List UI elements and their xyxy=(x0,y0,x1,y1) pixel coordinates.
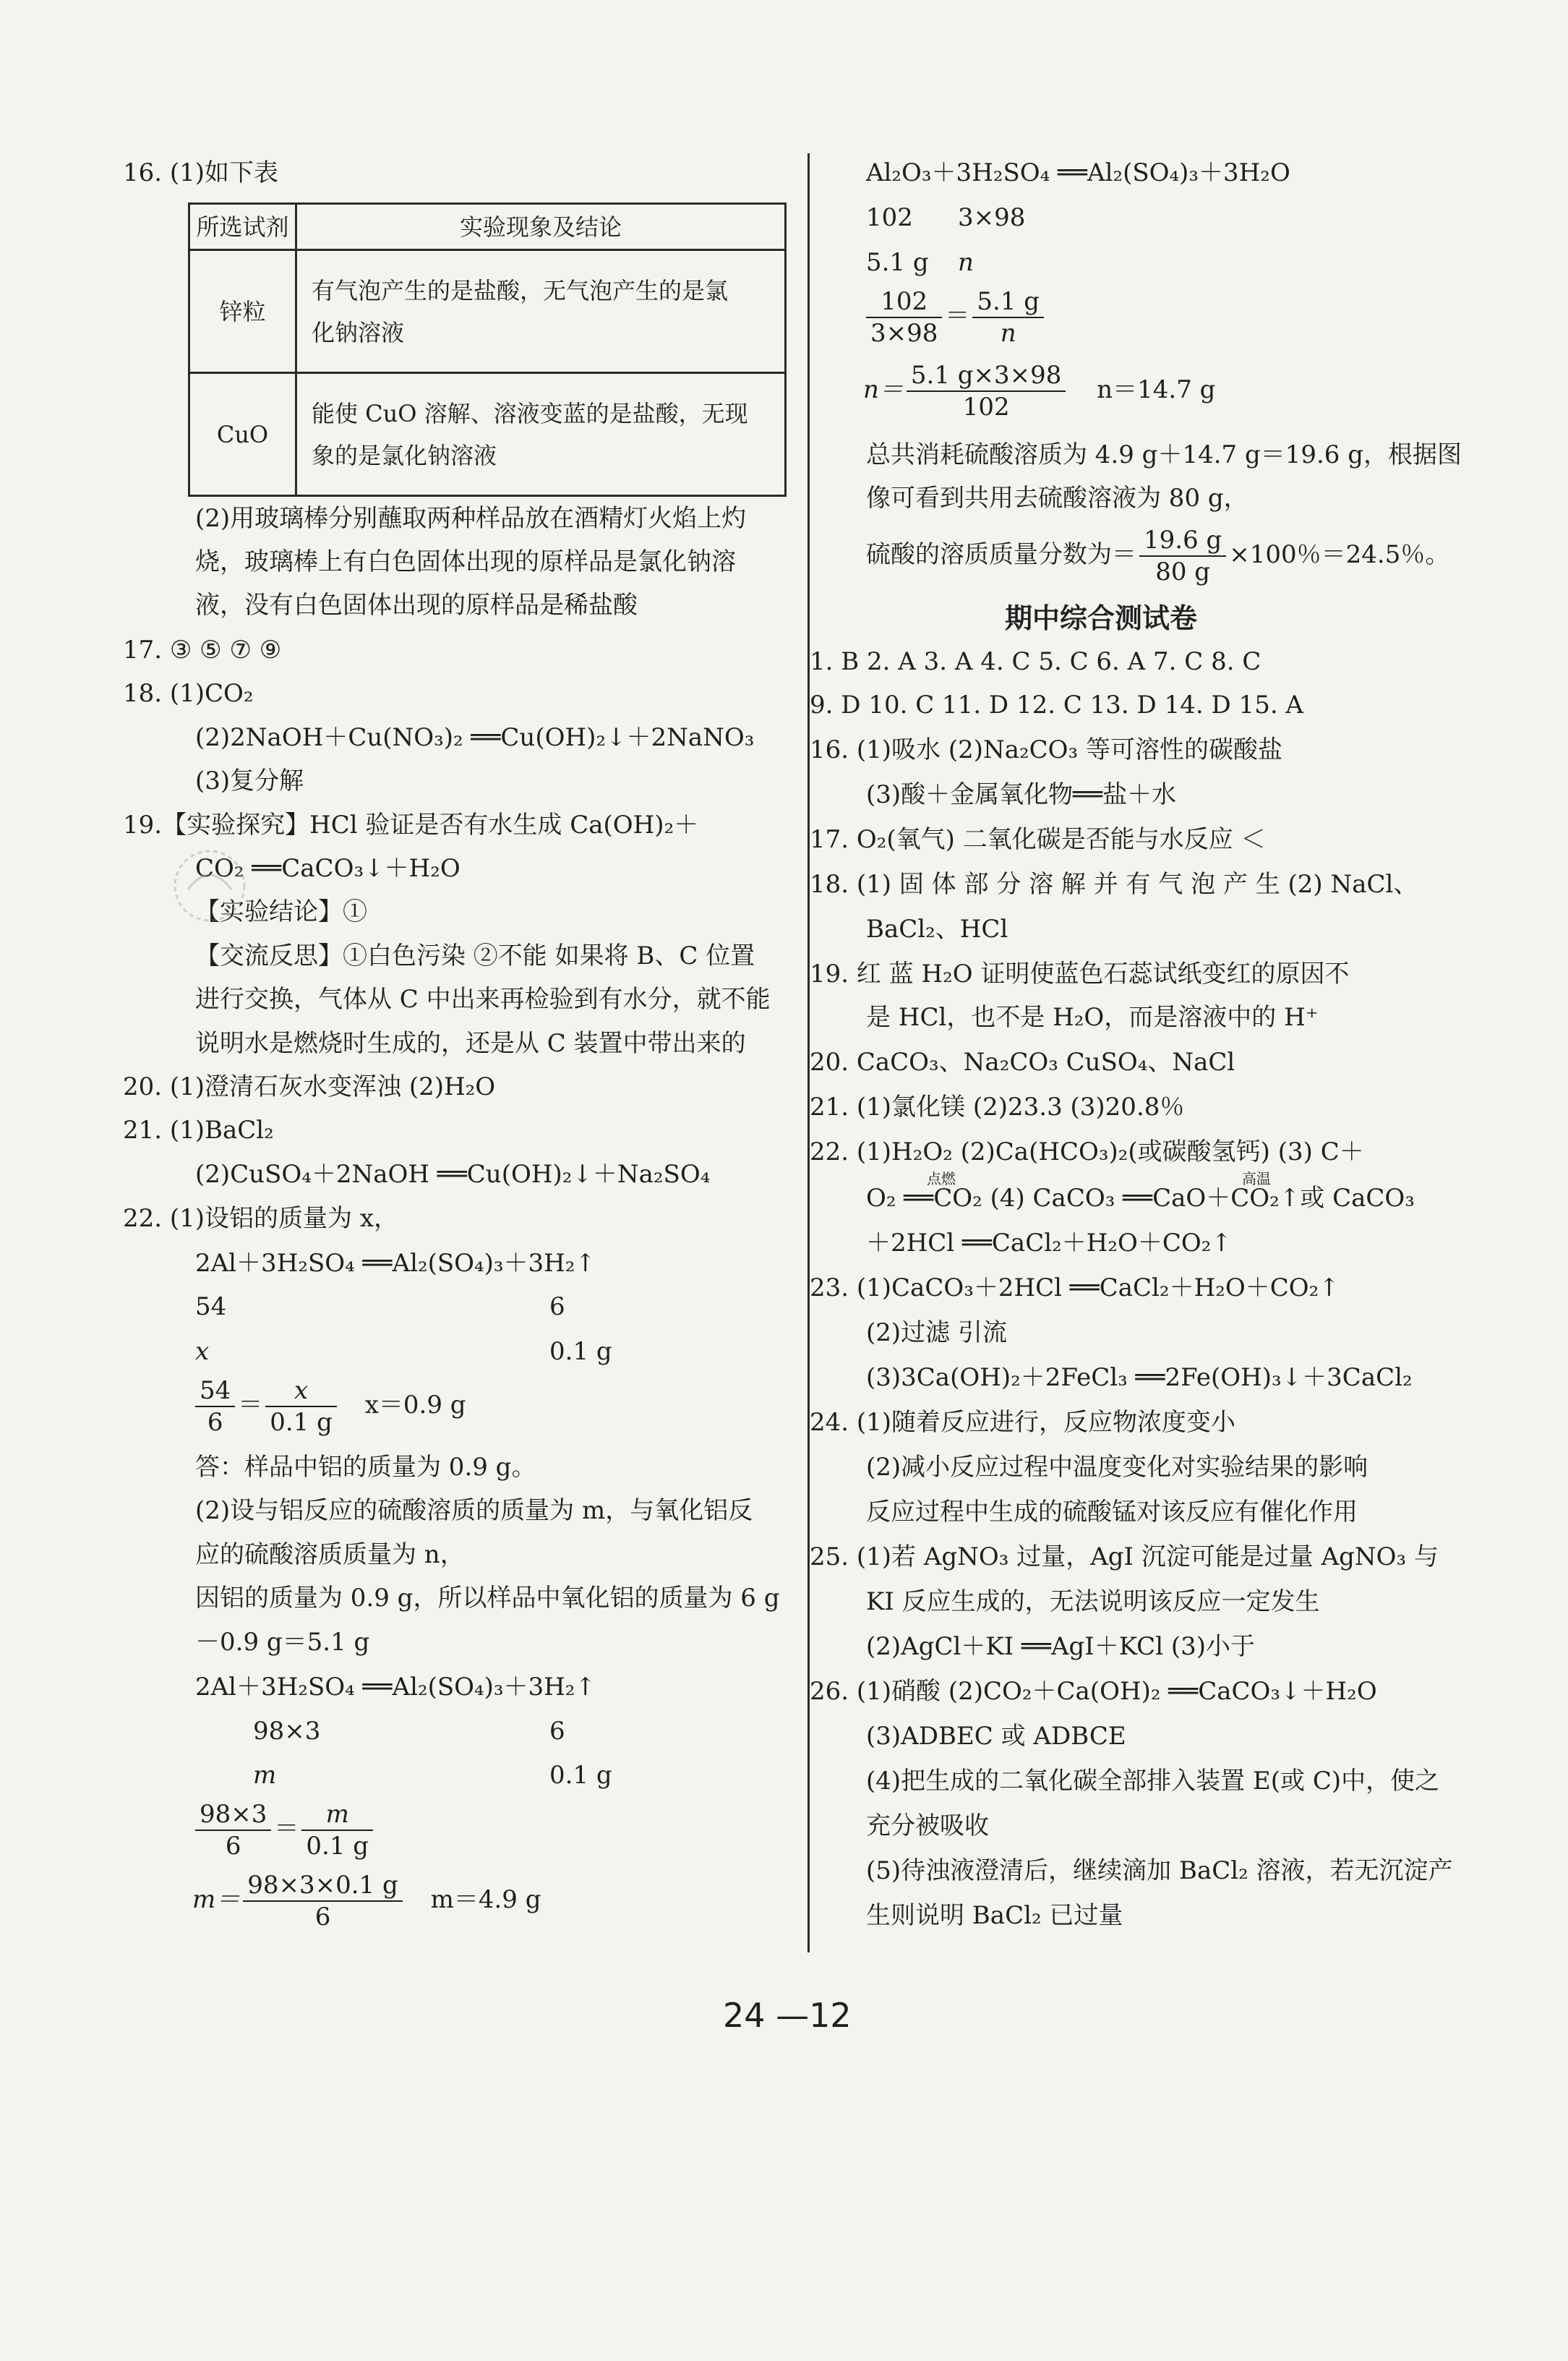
q19-line: 19.【实验探究】HCl 验证是否有水生成 Ca(OH)₂＋ xyxy=(123,811,699,840)
ratio-value: m xyxy=(253,1761,277,1790)
fraction-equation: $\frac{54}{6}$ ＝ $\frac{x}{0.1 g}$ x＝0.9 g xyxy=(192,1378,466,1435)
q19-line: CO₂ ══CaCO₃↓＋H₂O xyxy=(195,854,460,883)
reaction-condition: 点燃 xyxy=(927,1170,956,1187)
ratio-value: 6 xyxy=(549,1717,565,1746)
ratio-value: x xyxy=(195,1337,210,1366)
q26-line: (5)待浊液澄清后，继续滴加 BaCl₂ 溶液，若无沉淀产 xyxy=(866,1856,1453,1885)
q20: 20. (1)澄清石灰水变浑浊 (2)H₂O xyxy=(123,1072,496,1101)
fraction: $\frac{x}{0.1 g}$ xyxy=(265,1378,337,1435)
section-heading: 期中综合测试卷 xyxy=(1005,602,1198,634)
table-cell-line: 化钠溶液 xyxy=(312,318,405,346)
fraction-equation: m＝ $\frac{98\times 3\times 0.1 g}{6}$ m＝4.9 g xyxy=(192,1871,541,1931)
q25-line: 25. (1)若 AgNO₃ 过量，AgI 沉淀可能是过量 AgNO₃ 与 xyxy=(810,1542,1439,1571)
ratio-value: 0.1 g xyxy=(549,1761,612,1790)
q19-line: 19. 红 蓝 H₂O 证明使蓝色石蕊试纸变红的原因不 xyxy=(810,960,1350,989)
fraction-equation: $\frac{98\times 3}{6}$ ＝ $\frac{m}{0.1 g}$ xyxy=(192,1802,376,1858)
q16-heading: 16. (1)如下表 xyxy=(123,158,279,187)
table-row xyxy=(189,250,786,373)
page-number: 24 —12 xyxy=(723,1996,852,2035)
equation: 2Al＋3H₂SO₄ ══Al₂(SO₄)₃＋3H₂↑ xyxy=(195,1249,596,1278)
q18-line: (2)2NaOH＋Cu(NO₃)₂ ══Cu(OH)₂↓＋2NaNO₃ xyxy=(195,723,755,752)
q19-line: 进行交换，气体从 C 中出来再检验到有水分，就不能 xyxy=(195,985,771,1014)
ratio-value: n xyxy=(958,248,974,277)
text-line: (2)设与铝反应的硫酸溶质的质量为 m，与氧化铝反 xyxy=(195,1496,753,1525)
result: m＝4.9 g xyxy=(430,1885,541,1914)
table-header-row xyxy=(189,204,786,250)
watermark-stamp-icon xyxy=(166,846,253,926)
q19-line: 【实验结论】① xyxy=(195,897,367,926)
fraction: $\frac{102}{3\times 98}$ xyxy=(866,289,942,346)
q16-line: (3)酸＋金属氧化物══盐＋水 xyxy=(866,780,1177,809)
ratio-value: 5.1 g xyxy=(866,248,929,277)
result: x＝0.9 g xyxy=(364,1391,466,1419)
answer-row: 1. B 2. A 3. A 4. C 5. C 6. A 7. C 8. C xyxy=(810,647,1261,676)
q26-line: 充分被吸收 xyxy=(866,1811,989,1840)
result: n＝14.7 g xyxy=(1097,375,1216,404)
text-line: 因铝的质量为 0.9 g，所以样品中氧化铝的质量为 6 g xyxy=(195,1584,780,1613)
q26-line: (4)把生成的二氧化碳全部排入装置 E(或 C)中，使之 xyxy=(866,1767,1440,1796)
table-cell-reagent: CuO xyxy=(189,373,296,496)
q19-line: 【交流反思】①白色污染 ②不能 如果将 B、C 位置 xyxy=(195,942,755,970)
text-line: (2)用玻璃棒分别蘸取两种样品放在酒精灯火焰上灼 xyxy=(195,504,747,533)
ratio-value: 54 xyxy=(195,1292,227,1321)
text-line: 液，没有白色固体出现的原样品是稀盐酸 xyxy=(195,591,638,620)
text-line: 总共消耗硫酸溶质为 4.9 g＋14.7 g＝19.6 g，根据图 xyxy=(866,440,1462,469)
answer-row: 9. D 10. C 11. D 12. C 13. D 14. D 15. A xyxy=(810,691,1303,720)
q23-line: 23. (1)CaCO₃＋2HCl ══CaCl₂＋H₂O＋CO₂↑ xyxy=(810,1273,1340,1302)
q19-line: 是 HCl，也不是 H₂O，而是溶液中的 H⁺ xyxy=(866,1003,1319,1032)
ratio-value: 0.1 g xyxy=(549,1337,612,1366)
q23-line: (2)过滤 引流 xyxy=(866,1318,1007,1347)
percentage-equation: 硫酸的溶质质量分数为＝ $\frac{19.6 g}{80 g}$ ×100％＝24.5％。 xyxy=(866,526,1450,586)
q22-line: 22. (1)设铝的质量为 x， xyxy=(123,1204,399,1233)
q18-line: 18. (1) 固 体 部 分 溶 解 并 有 气 泡 产 生 (2) NaCl、 xyxy=(810,870,1418,899)
q21: 21. (1)氯化镁 (2)23.3 (3)20.8％ xyxy=(810,1093,1185,1122)
q22-line: O₂ ══CO₂ (4) CaCO₃ ══CaO＋CO₂↑或 CaCO₃ xyxy=(866,1184,1415,1213)
q18-line: 18. (1)CO₂ xyxy=(123,679,254,708)
q16-line: 16. (1)吸水 (2)Na₂CO₃ 等可溶性的碳酸盐 xyxy=(810,735,1282,764)
q18-line: BaCl₂、HCl xyxy=(866,915,1008,944)
q26-line: 生则说明 BaCl₂ 已过量 xyxy=(866,1901,1123,1930)
fraction-equation: n＝ $\frac{5.1 g\times 3\times 98}{102}$ n＝14.7 g xyxy=(863,361,1216,422)
equation: 2Al＋3H₂SO₄ ══Al₂(SO₄)₃＋3H₂↑ xyxy=(195,1673,596,1702)
q24-line: (2)减小反应过程中温度变化对实验结果的影响 xyxy=(866,1453,1368,1482)
q18-line: (3)复分解 xyxy=(195,767,304,795)
table-row xyxy=(189,373,786,496)
ratio-value: 102 xyxy=(866,203,913,232)
q21-line: (2)CuSO₄＋2NaOH ══Cu(OH)₂↓＋Na₂SO₄ xyxy=(195,1160,711,1189)
table-cell-reagent: 锌粒 xyxy=(189,250,296,373)
q19-line: 说明水是燃烧时生成的，还是从 C 装置中带出来的 xyxy=(195,1029,746,1058)
ratio-value: 6 xyxy=(549,1292,565,1321)
q25-line: KI 反应生成的，无法说明该反应一定发生 xyxy=(866,1587,1320,1616)
q17: 17. ③ ⑤ ⑦ ⑨ xyxy=(123,636,282,665)
table-header-reagent: 所选试剂 xyxy=(189,204,296,250)
fraction: $\frac{54}{6}$ xyxy=(195,1378,235,1435)
text-line: 烧，玻璃棒上有白色固体出现的原样品是氯化钠溶 xyxy=(195,547,736,576)
fraction: $\frac{98\times 3\times 0.1 g}{6}$ xyxy=(243,1873,403,1929)
q26-line: 26. (1)硝酸 (2)CO₂＋Ca(OH)₂ ══CaCO₃↓＋H₂O xyxy=(810,1677,1377,1706)
table-cell-result xyxy=(296,250,786,373)
ratio-value: 98×3 xyxy=(253,1717,321,1746)
table-cell-line: 能使 CuO 溶解、溶液变蓝的是盐酸，无现 xyxy=(312,399,748,427)
equation: Al₂O₃＋3H₂SO₄ ══Al₂(SO₄)₃＋3H₂O xyxy=(866,158,1290,187)
q24-line: 反应过程中生成的硫酸锰对该反应有催化作用 xyxy=(866,1498,1358,1527)
answer-line: 答：样品中铝的质量为 0.9 g。 xyxy=(195,1453,536,1482)
reaction-condition: 高温 xyxy=(1242,1170,1271,1187)
q24-line: 24. (1)随着反应进行，反应物浓度变小 xyxy=(810,1408,1236,1437)
reagent-table xyxy=(188,202,787,497)
q20: 20. CaCO₃、Na₂CO₃ CuSO₄、NaCl xyxy=(810,1048,1235,1077)
fraction: $\frac{5.1 g\times 3\times 98}{102}$ xyxy=(907,363,1066,419)
table-cell-result xyxy=(296,373,786,496)
fraction: $\frac{m}{0.1 g}$ xyxy=(301,1802,373,1858)
fraction: $\frac{19.6 g}{80 g}$ xyxy=(1139,528,1226,584)
table-header-result: 实验现象及结论 xyxy=(296,204,786,250)
text-line: －0.9 g＝5.1 g xyxy=(195,1628,370,1657)
fraction: $\frac{98\times 3}{6}$ xyxy=(195,1802,271,1858)
q22-line: ＋2HCl ══CaCl₂＋H₂O＋CO₂↑ xyxy=(866,1229,1232,1258)
table-cell-line: 象的是氯化钠溶液 xyxy=(312,441,497,469)
fraction-equation: $\frac{102}{3\times 98}$ ＝ $\frac{5.1 g}{n}$ xyxy=(863,289,1047,346)
text-line: 应的硫酸溶质质量为 n， xyxy=(195,1540,465,1569)
text-line: 像可看到共用去硫酸溶液为 80 g， xyxy=(866,484,1248,513)
q26-line: (3)ADBEC 或 ADBCE xyxy=(866,1722,1126,1751)
ratio-value: 3×98 xyxy=(958,203,1026,232)
q23-line: (3)3Ca(OH)₂＋2FeCl₃ ══2Fe(OH)₃↓＋3CaCl₂ xyxy=(866,1363,1413,1392)
q22-line: 22. (1)H₂O₂ (2)Ca(HCO₃)₂(或碳酸氢钙) (3) C＋ xyxy=(810,1137,1364,1166)
fraction: $\frac{5.1 g}{n}$ xyxy=(972,289,1044,346)
q21-line: 21. (1)BaCl₂ xyxy=(123,1116,274,1145)
q25-line: (2)AgCl＋KI ══AgI＋KCl (3)小于 xyxy=(866,1632,1256,1661)
table-cell-line: 有气泡产生的是盐酸，无气泡产生的是氯 xyxy=(312,276,729,304)
q17: 17. O₂(氧气) 二氧化碳是否能与水反应 ＜ xyxy=(810,825,1266,854)
